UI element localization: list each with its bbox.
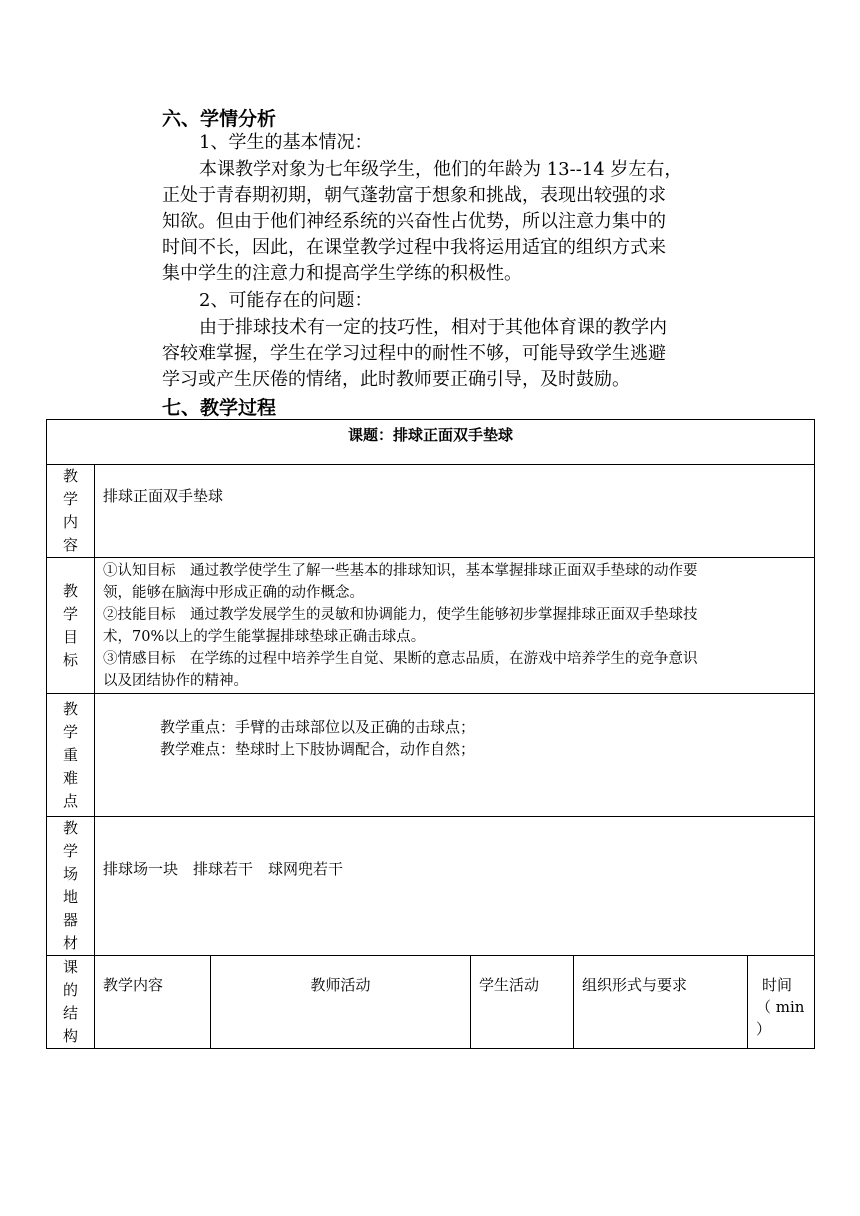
goal-line: ③情感目标 在学练的过程中培养学生自觉、果断的意志品质，在游戏中培养学生的竞争意识 [103, 650, 698, 667]
paragraph-possible-problems [162, 315, 667, 393]
row-label-equipment: 教 学 场 地 器 材 [47, 817, 95, 956]
row-label-focus: 教 学 重 难 点 [47, 694, 95, 817]
table-row-goals [47, 558, 815, 694]
para-line: 时间不长，因此，在课堂教学过程中我将运用适宜的组织方式来 [162, 237, 666, 258]
column-header-teaching-content: 教学内容 [95, 956, 211, 1049]
subheading-possible-problems: 2、可能存在的问题： [199, 290, 373, 311]
paragraph-student-basics [162, 157, 682, 287]
venue-equipment-text: 排球场一块 排球若干 球网兜若干 [95, 817, 815, 956]
goal-line: ①认知目标 通过教学使学生了解一些基本的排球知识，基本掌握排球正面双手垫球的动作要 [103, 562, 698, 579]
teaching-goals-text [95, 558, 815, 694]
table-row-focus [47, 694, 815, 817]
table-row-content [47, 465, 815, 558]
para-line: 正处于青春期初期，朝气蓬勃富于想象和挑战，表现出较强的求 [162, 185, 666, 206]
table-row-structure [47, 956, 815, 1049]
para-line: 本课教学对象为七年级学生，他们的年龄为 13--14 岁左右， [199, 159, 683, 180]
lesson-plan-table [46, 419, 815, 1049]
difficult-point: 教学难点：垫球时上下肢协调配合，动作自然； [160, 740, 476, 758]
lesson-title: 课题：排球正面双手垫球 [47, 420, 815, 465]
para-line: 由于排球技术有一定的技巧性，相对于其他体育课的教学内 [199, 317, 667, 338]
para-line: 知欲。但由于他们神经系统的兴奋性占优势，所以注意力集中的 [162, 211, 666, 232]
column-header-organization: 组织形式与要求 [574, 956, 748, 1049]
table-row-equipment [47, 817, 815, 956]
section-heading-teaching-process: 七、教学过程 [162, 397, 277, 419]
goal-line: 以及团结协作的精神。 [103, 672, 248, 689]
section-heading-learner-analysis: 六、学情分析 [162, 108, 277, 130]
teaching-content-text: 排球正面双手垫球 [95, 465, 815, 558]
column-header-student-activity: 学生活动 [471, 956, 574, 1049]
goal-line: 领，能够在脑海中形成正确的动作概念。 [103, 584, 364, 601]
para-line: 容较难掌握，学生在学习过程中的耐性不够，可能导致学生逃避 [162, 343, 666, 364]
column-header-teacher-activity: 教师活动 [211, 956, 471, 1049]
para-line: 学习或产生厌倦的情绪，此时教师要正确引导，及时鼓励。 [162, 369, 630, 390]
key-point: 教学重点：手臂的击球部位以及正确的击球点； [160, 718, 476, 736]
row-label-structure: 课 的 结 构 [47, 956, 95, 1049]
row-label-content: 教 学 内 容 [47, 465, 95, 558]
subheading-student-basics: 1、学生的基本情况： [199, 132, 373, 153]
key-difficult-points [95, 694, 815, 817]
table-title-row [47, 420, 815, 465]
column-header-time: 时间 （ min ） [748, 956, 815, 1049]
goal-line: ②技能目标 通过教学发展学生的灵敏和协调能力，使学生能够初步掌握排球正面双手垫球技 [103, 606, 698, 623]
goal-line: 术，70%以上的学生能掌握排球垫球正确击球点。 [103, 628, 426, 645]
para-line: 集中学生的注意力和提高学生学练的积极性。 [162, 263, 522, 284]
row-label-goals: 教 学 目 标 [47, 558, 95, 694]
